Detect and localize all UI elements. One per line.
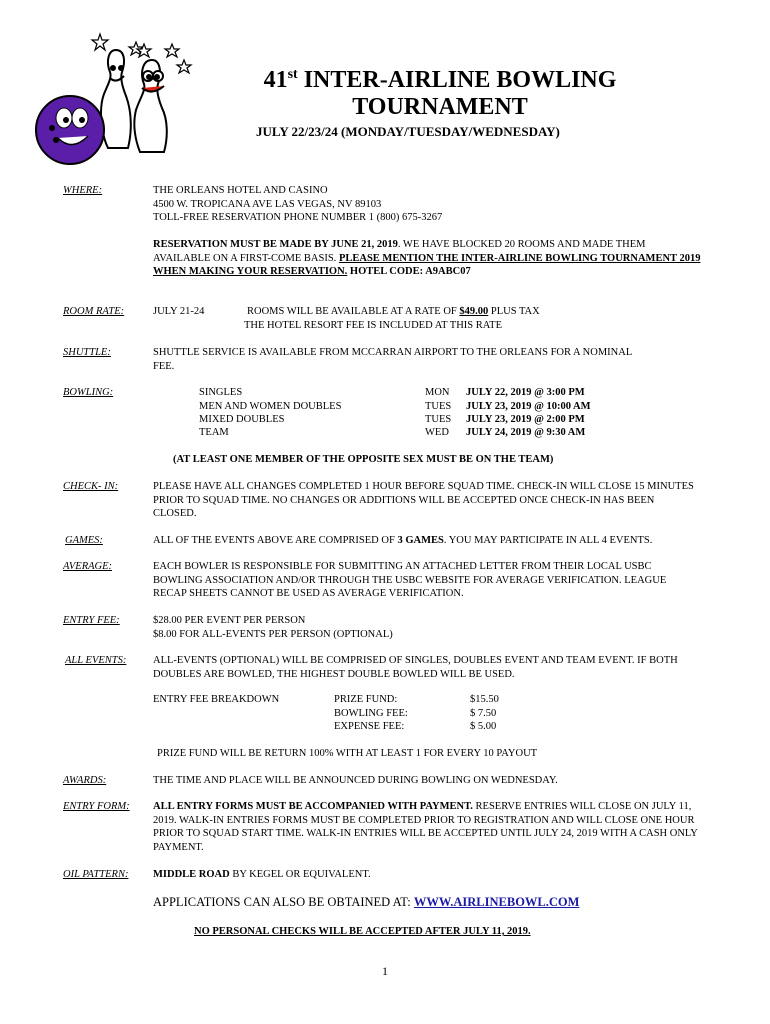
event-day-2: TUES — [425, 414, 452, 425]
event-name-3: TEAM — [199, 427, 229, 438]
entry-fee-text: $28.00 PER EVENT PER PERSON $8.00 FOR ALL-EVENTS PER PERSON (OPTIONAL) — [153, 615, 393, 640]
oil-pattern-label: OIL PATTERN: — [63, 869, 129, 880]
entry-fee-label: ENTRY FEE: — [63, 615, 120, 626]
all-events-text: ALL-EVENTS (OPTIONAL) WILL BE COMPRISED OF SINGLES, DOUBLES EVENT AND TEAM EVENT. IF BOTH DOUBLES ARE BOWLED, THE HIGHEST DOUBLE BOWLED WILL BE USED. — [153, 655, 678, 680]
breakdown-name-2: EXPENSE FEE: — [334, 721, 405, 732]
page-title-line2: TOURNAMENT — [352, 94, 528, 120]
checkin-label: CHECK- IN: — [63, 481, 119, 492]
reservation-note: RESERVATION MUST BE MADE BY JUNE 21, 2019. WE HAVE BLOCKED 20 ROOMS AND MADE THEM AVAILABLE ON A FIRST-COME BASIS. PLEASE MENTION THE INTER-AIRLINE BOWLING TOURNAMENT 2019 WHEN MAKING YOUR RESERVATION. HOTEL CODE: A9ABC07 — [153, 239, 701, 277]
where-address: THE ORLEANS HOTEL AND CASINO 4500 W. TROPICANA AVE LAS VEGAS, NV 89103 TOLL-FREE RESERVATION PHONE NUMBER 1 (800) 675-3267 — [153, 185, 443, 223]
room-rate-line2: THE HOTEL RESORT FEE IS INCLUDED AT THIS RATE — [244, 320, 502, 331]
bowling-ball-icon — [36, 96, 104, 164]
checkin-text: PLEASE HAVE ALL CHANGES COMPLETED 1 HOUR BEFORE SQUAD TIME. CHECK-IN WILL CLOSE 15 MINUTES PRIOR TO SQUAD TIME. NO CHANGES OR ADDITIONS WILL BE ACCEPTED ONCE CHECK-IN HAS BEEN CLOSED. — [153, 481, 694, 519]
awards-text: THE TIME AND PLACE WILL BE ANNOUNCED DURING BOWLING ON WEDNESDAY. — [153, 775, 558, 786]
entry-form-label: ENTRY FORM: — [63, 801, 130, 812]
breakdown-amount-2: $ 5.00 — [470, 721, 497, 732]
event-day-0: MON — [425, 387, 450, 398]
no-checks-note: NO PERSONAL CHECKS WILL BE ACCEPTED AFTER JULY 11, 2019. — [194, 926, 531, 937]
event-name-0: SINGLES — [199, 387, 243, 398]
payout-note: PRIZE FUND WILL BE RETURN 100% WITH AT LEAST 1 FOR EVERY 10 PAYOUT — [157, 748, 538, 759]
team-note: (AT LEAST ONE MEMBER OF THE OPPOSITE SEX MUST BE ON THE TEAM) — [173, 454, 554, 465]
page-title: 41st INTER-AIRLINE BOWLING — [263, 67, 617, 93]
all-events-label: ALL EVENTS: — [65, 655, 127, 666]
event-name-1: MEN AND WOMEN DOUBLES — [199, 401, 342, 412]
breakdown-amount-0: $15.50 — [470, 694, 499, 705]
average-text: EACH BOWLER IS RESPONSIBLE FOR SUBMITTING AN ATTACHED LETTER FROM THEIR LOCAL USBC BOWLING ASSOCIATION AND/OR THROUGH THE USBC WEBSITE FOR AVERAGE VERIFICATION. LEAGUE RECAP SHEETS CANNOT BE USED AS AVERAGE VERIFICATION. — [153, 561, 667, 599]
breakdown-name-0: PRIZE FUND: — [334, 694, 398, 705]
applications-line: APPLICATIONS CAN ALSO BE OBTAINED AT: WWW.AIRLINEBOWL.COM — [153, 895, 580, 909]
tournament-dates: JULY 22/23/24 (MONDAY/TUESDAY/WEDNESDAY) — [256, 124, 560, 139]
bowling-pins-icon — [101, 50, 167, 152]
room-rate-label: ROOM RATE: — [63, 306, 125, 317]
shuttle-text: SHUTTLE SERVICE IS AVAILABLE FROM MCCARRAN AIRPORT TO THE ORLEANS FOR A NOMINAL FEE. — [153, 347, 632, 372]
breakdown-label: ENTRY FEE BREAKDOWN — [153, 694, 280, 705]
oil-pattern-text: MIDDLE ROAD BY KEGEL OR EQUIVALENT. — [153, 869, 371, 880]
event-date-0: JULY 22, 2019 @ 3:00 PM — [466, 387, 585, 398]
games-text: ALL OF THE EVENTS ABOVE ARE COMPRISED OF 3 GAMES. YOU MAY PARTICIPATE IN ALL 4 EVENTS. — [153, 535, 653, 546]
event-day-1: TUES — [425, 401, 452, 412]
page-number: 1 — [382, 964, 388, 978]
room-rate-line1: ROOMS WILL BE AVAILABLE AT A RATE OF $49.00 PLUS TAX — [247, 306, 540, 317]
website-link[interactable]: WWW.AIRLINEBOWL.COM — [413, 895, 580, 909]
event-day-3: WED — [425, 427, 449, 438]
stars-icon — [92, 34, 191, 73]
where-label: WHERE: — [63, 185, 103, 196]
shuttle-label: SHUTTLE: — [63, 347, 111, 358]
event-date-3: JULY 24, 2019 @ 9:30 AM — [466, 427, 586, 438]
bowling-label: BOWLING: — [63, 387, 114, 398]
entry-form-text: ALL ENTRY FORMS MUST BE ACCOMPANIED WITH PAYMENT. RESERVE ENTRIES WILL CLOSE ON JULY 11, 2019. WALK-IN ENTRIES FORMS MUST BE COMPLETED PRIOR TO REGISTRATION AND WILL CLOSE ONE HOUR PRIOR TO SQUAD START TIME. WALK-IN ENTRIES WILL BE ACCEPTED UNTIL JULY 24, 2019 WITH A CASH ONLY PAYMENT. — [153, 801, 698, 853]
event-date-1: JULY 23, 2019 @ 10:00 AM — [466, 401, 591, 412]
bowling-clipart — [28, 28, 198, 168]
average-label: AVERAGE: — [63, 561, 113, 572]
breakdown-name-1: BOWLING FEE: — [334, 708, 408, 719]
breakdown-amount-1: $ 7.50 — [470, 708, 497, 719]
room-rate-dates: JULY 21-24 — [153, 306, 205, 317]
games-label: GAMES: — [65, 535, 103, 546]
event-name-2: MIXED DOUBLES — [199, 414, 285, 425]
event-date-2: JULY 23, 2019 @ 2:00 PM — [466, 414, 585, 425]
awards-label: AWARDS: — [63, 775, 107, 786]
